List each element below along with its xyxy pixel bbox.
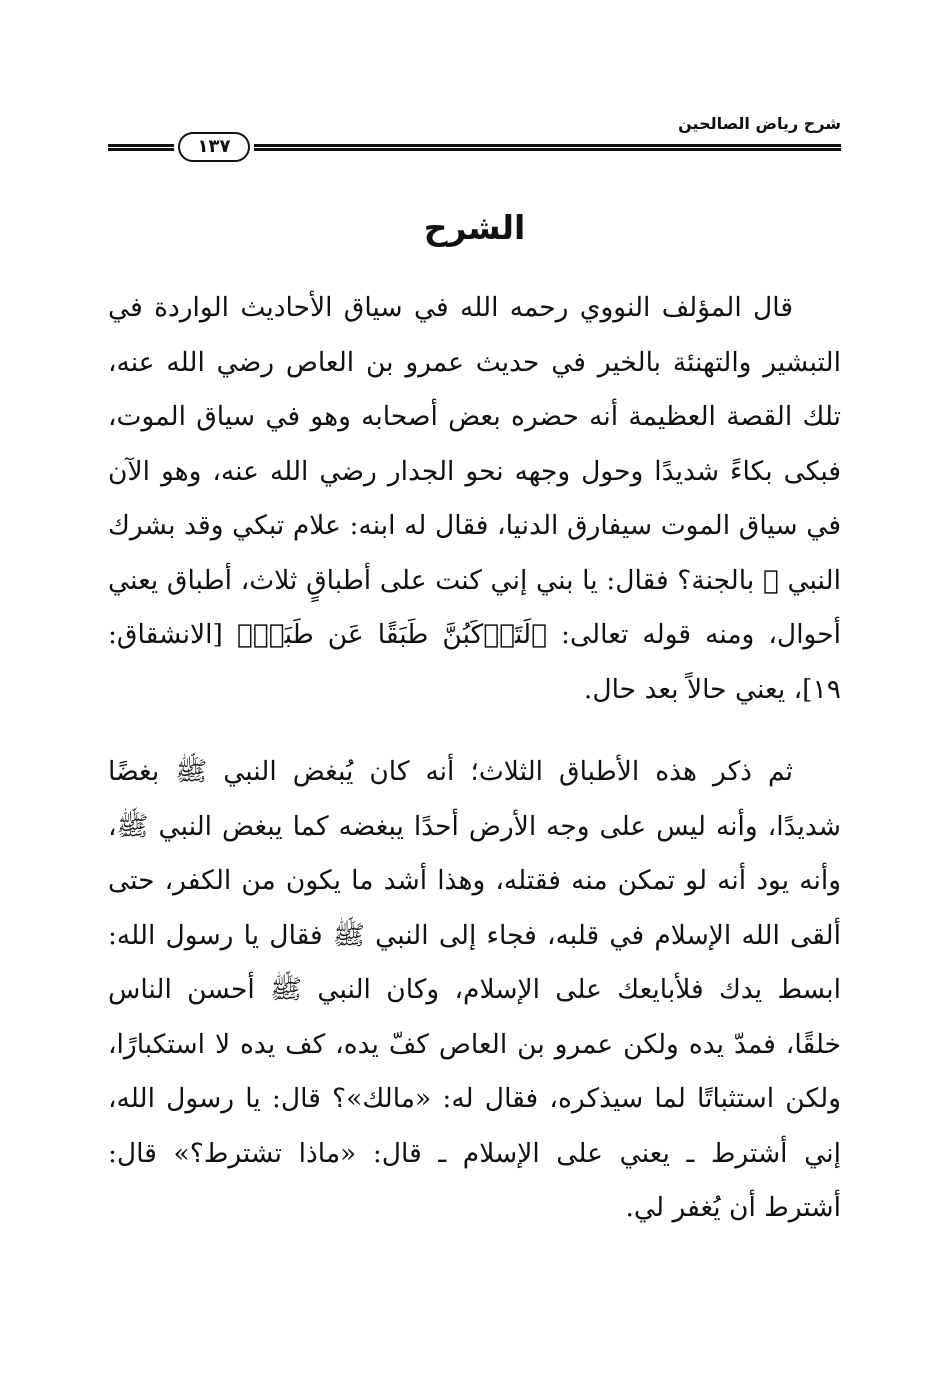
header-rule-right	[254, 144, 841, 151]
page-number-badge: ١٣٧	[178, 132, 250, 162]
page-header	[108, 108, 841, 158]
header-rule-left	[108, 144, 174, 151]
section-title: الشرح	[423, 208, 526, 247]
body-paragraph-1: قال المؤلف النووي رحمه الله في سياق الأحاديث الواردة في التبشير والتهنئة بالخير في حديث عمرو بن العاص رضي الله عنه، تلك القصة العظيمة أنه حضره بعض أصحابه وهو في سياق الموت، فبكى بكاءً شديدًا وحول وجهه نحو الجدار رضي الله عنه، وهو الآن في سياق الموت سيفارق الدنيا، فقال له ابنه: علام تبكي وقد بشرك النبي ﷺ بالجنة؟ فقال: يا بني إني كنت على أطباقٍ ثلاث، أطباق يعني أحوال، ومنه قوله تعالى: ﴿لَتَرۡكَبُنَّ طَبَقًا عَن طَبَقٖ﴾ [الانشقاق: ١٩]، يعني حالاً بعد حال.	[108, 292, 841, 705]
running-title: شرح رياض الصالحين	[678, 114, 841, 133]
body-paragraph-2: ثم ذكر هذه الأطباق الثلاث؛ أنه كان يُبغض النبي ﷺ بغضًا شديدًا، وأنه ليس على وجه الأرض أحدًا يبغضه كما يبغض النبي ﷺ، وأنه يود أنه لو تمكن منه فقتله، وهذا أشد ما يكون من الكفر، حتى ألقى الله الإسلام في قلبه، فجاء إلى النبي ﷺ فقال يا رسول الله: ابسط يدك فلأبايعك على الإسلام، وكان النبي ﷺ أحسن الناس خلقًا، فمدّ يده ولكن عمرو بن العاص كفّ يده، كف يده لا استكبارًا، ولكن استثباتًا لما سيذكره، فقال له: «مالك»؟ قال: يا رسول الله، إني أشترط ـ يعني على الإسلام ـ قال: «ماذا تشترط؟» قال: أشترط أن يُغفر لي.	[108, 756, 841, 1223]
